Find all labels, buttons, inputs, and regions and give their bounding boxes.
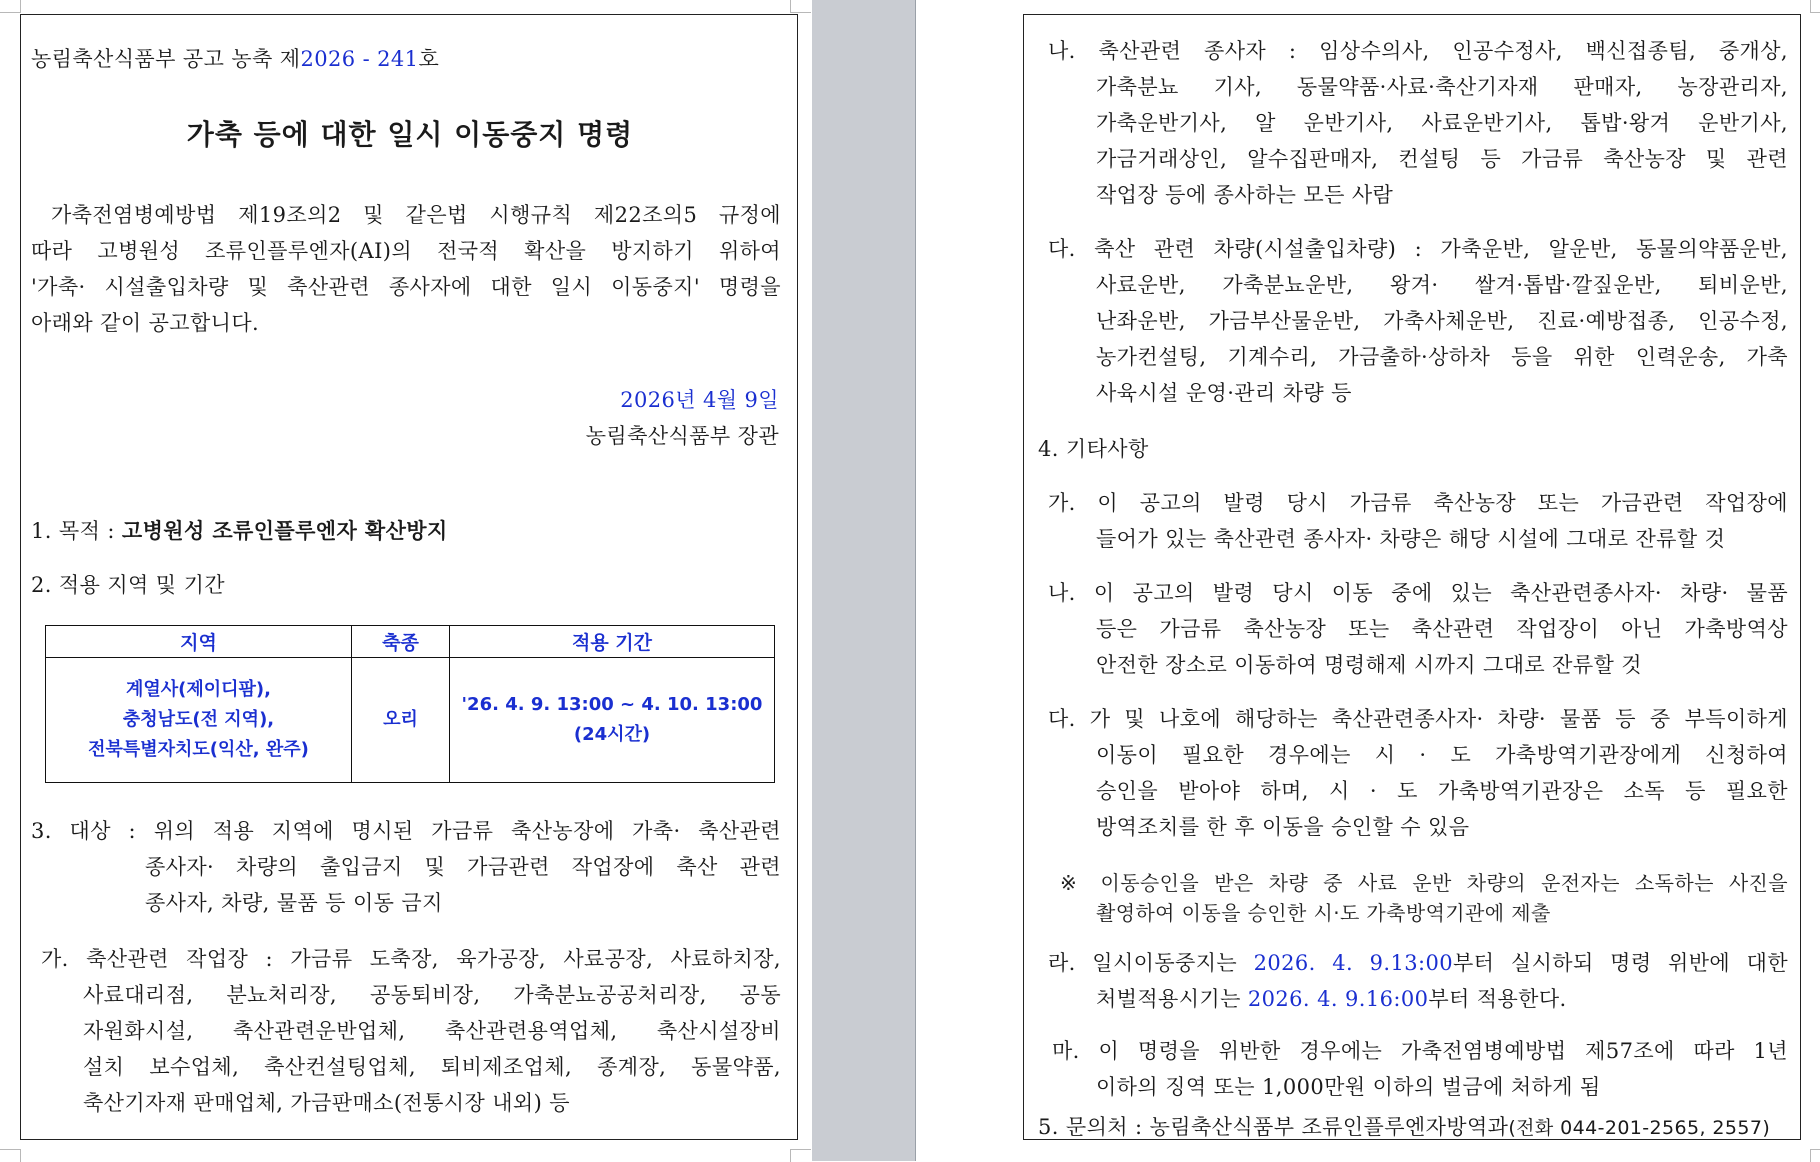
section-4b-line: 나. 이 공고의 발령 당시 이동 중에 있는 축산관련종사자· 차량· 물품 xyxy=(1048,581,1788,605)
section-4b-line: 등은 가금류 축산농장 또는 축산관련 작업장이 아닌 가축방역상 xyxy=(1096,617,1788,641)
period-cell: '26. 4. 9. 13:00 ~ 4. 10. 13:00 (24시간) xyxy=(450,658,775,783)
section-4e-line: 이하의 징역 또는 1,000만원 이하의 벌금에 처하게 됨 xyxy=(1096,1075,1601,1099)
section-2: 2. 적용 지역 및 기간 xyxy=(31,573,225,597)
intro-line: '가축· 시설출입차량 및 축산관련 종사자에 대한 일시 이동중지' 명령을 xyxy=(31,275,781,299)
section-3a-line: 축산기자재 판매업체, 가금판매소(전통시장 내외) 등 xyxy=(83,1091,570,1115)
section-4e-line: 마. 이 명령을 위반한 경우에는 가축전염병예방법 제57조에 따라 1년 xyxy=(1052,1039,1788,1063)
issuer: 농림축산식품부 장관 xyxy=(585,424,779,448)
approval-note-line: ※ 이동승인을 받은 차량 중 사료 운반 차량의 운전자는 소독하는 사진을 xyxy=(1060,871,1788,895)
document-title: 가축 등에 대한 일시 이동중지 명령 xyxy=(186,118,634,151)
section-3-line: 3. 대상 : 위의 적용 지역에 명시된 가금류 축산농장에 가축· 축산관련 xyxy=(31,819,781,843)
table-header: 지역 xyxy=(46,626,352,658)
document-page-1 xyxy=(20,14,798,1140)
table-header: 적용 기간 xyxy=(450,626,775,658)
section-4c-line: 이동이 필요한 경우에는 시 · 도 가축방역기관장에게 신청하여 xyxy=(1096,743,1788,767)
section-na-line: 나. 축산관련 종사자 : 임상수의사, 인공수정사, 백신접종팀, 중개상, xyxy=(1048,39,1788,63)
section-3-line: 종사자, 차량, 물품 등 이동 금지 xyxy=(145,891,443,915)
section-na-line: 가금거래상인, 알수집판매자, 컨설팅 등 가금류 축산농장 및 관련 xyxy=(1096,147,1788,171)
intro-line: 가축전염병예방법 제19조의2 및 같은법 시행규칙 제22조의5 규정에 xyxy=(51,203,781,227)
intro-line: 따라 고병원성 조류인플루엔자(AI)의 전국적 확산을 방지하기 위하여 xyxy=(31,239,781,263)
region-cell: 계열사(제이디팜), 충청남도(전 지역), 전북특별자치도(익산, 완주) xyxy=(46,658,352,783)
section-3a-line: 사료대리점, 분뇨처리장, 공동퇴비장, 가축분뇨공공처리장, 공동 xyxy=(83,983,781,1007)
species-cell: 오리 xyxy=(352,658,450,783)
section-4a-line: 가. 이 공고의 발령 당시 가금류 축산농장 또는 가금관련 작업장에 xyxy=(1048,491,1788,515)
table-header: 축종 xyxy=(352,626,450,658)
section-3-line: 종사자· 차량의 출입금지 및 가금관련 작업장에 축산 관련 xyxy=(145,855,781,879)
document-page-2 xyxy=(1023,14,1801,1140)
intro-line: 아래와 같이 공고합니다. xyxy=(31,311,260,335)
section-na-line: 작업장 등에 종사하는 모든 사람 xyxy=(1096,183,1394,207)
section-3a-line: 가. 축산관련 작업장 : 가금류 도축장, 육가공장, 사료공장, 사료하치장, xyxy=(41,947,781,971)
section-4: 4. 기타사항 xyxy=(1038,437,1149,461)
section-da-line: 농가컨설팅, 기계수리, 가금출하·상하차 등을 위한 인력운송, 가축 xyxy=(1096,345,1788,369)
section-4c-line: 다. 가 및 나호에 해당하는 축산관련종사자· 차량· 물품 등 중 부득이하게 xyxy=(1048,707,1788,731)
section-4c-line: 방역조치를 한 후 이동을 승인할 수 있음 xyxy=(1096,815,1470,839)
notice-number: 농림축산식품부 공고 농축 제2026 - 241호 xyxy=(31,47,440,71)
approval-note-line: 촬영하여 이동을 승인한 시·도 가축방역기관에 제출 xyxy=(1096,901,1551,925)
section-4b-line: 안전한 장소로 이동하여 명령해제 시까지 그대로 잔류할 것 xyxy=(1096,653,1642,677)
page-gap xyxy=(812,0,915,1161)
section-4d-line: 라. 일시이동중지는 2026. 4. 9.13:00부터 실시하되 명령 위반에 대한 xyxy=(1048,951,1788,975)
section-3a-line: 자원화시설, 축산관련운반업체, 축산관련용역업체, 축산시설장비 xyxy=(83,1019,781,1043)
section-na-line: 가축분뇨 기사, 동물약품·사료·축산기자재 판매자, 농장관리자, xyxy=(1096,75,1788,99)
section-da-line: 난좌운반, 가금부산물운반, 가축사체운반, 진료·예방접종, 인공수정, xyxy=(1096,309,1788,333)
issue-date: 2026년 4월 9일 xyxy=(620,388,779,412)
section-na-line: 가축운반기사, 알 운반기사, 사료운반기사, 톱밥·왕겨 운반기사, xyxy=(1096,111,1788,135)
section-4c-line: 승인을 받아야 하며, 시 · 도 가축방역기관장은 소독 등 필요한 xyxy=(1096,779,1788,803)
section-4a-line: 들어가 있는 축산관련 종사자· 차량은 해당 시설에 그대로 잔류할 것 xyxy=(1096,527,1726,551)
section-3a-line: 설치 보수업체, 축산컨설팅업체, 퇴비제조업체, 종계장, 동물약품, xyxy=(83,1055,781,1079)
section-1: 1. 목적 : 고병원성 조류인플루엔자 확산방지 xyxy=(31,518,448,543)
section-4d-line: 처벌적용시기는 2026. 4. 9.16:00부터 적용한다. xyxy=(1096,987,1567,1011)
contact-line: 5. 문의처 : 농림축산식품부 조류인플루엔자방역과(전화 044-201-2565, 2557) xyxy=(1038,1115,1771,1139)
section-da-line: 사료운반, 가축분뇨운반, 왕겨· 쌀겨·톱밥·깔짚운반, 퇴비운반, xyxy=(1096,273,1788,297)
section-da-line: 다. 축산 관련 차량(시설출입차량) : 가축운반, 알운반, 동물의약품운반, xyxy=(1048,237,1788,261)
section-da-line: 사육시설 운영·관리 차량 등 xyxy=(1096,381,1352,405)
region-table xyxy=(45,625,775,783)
